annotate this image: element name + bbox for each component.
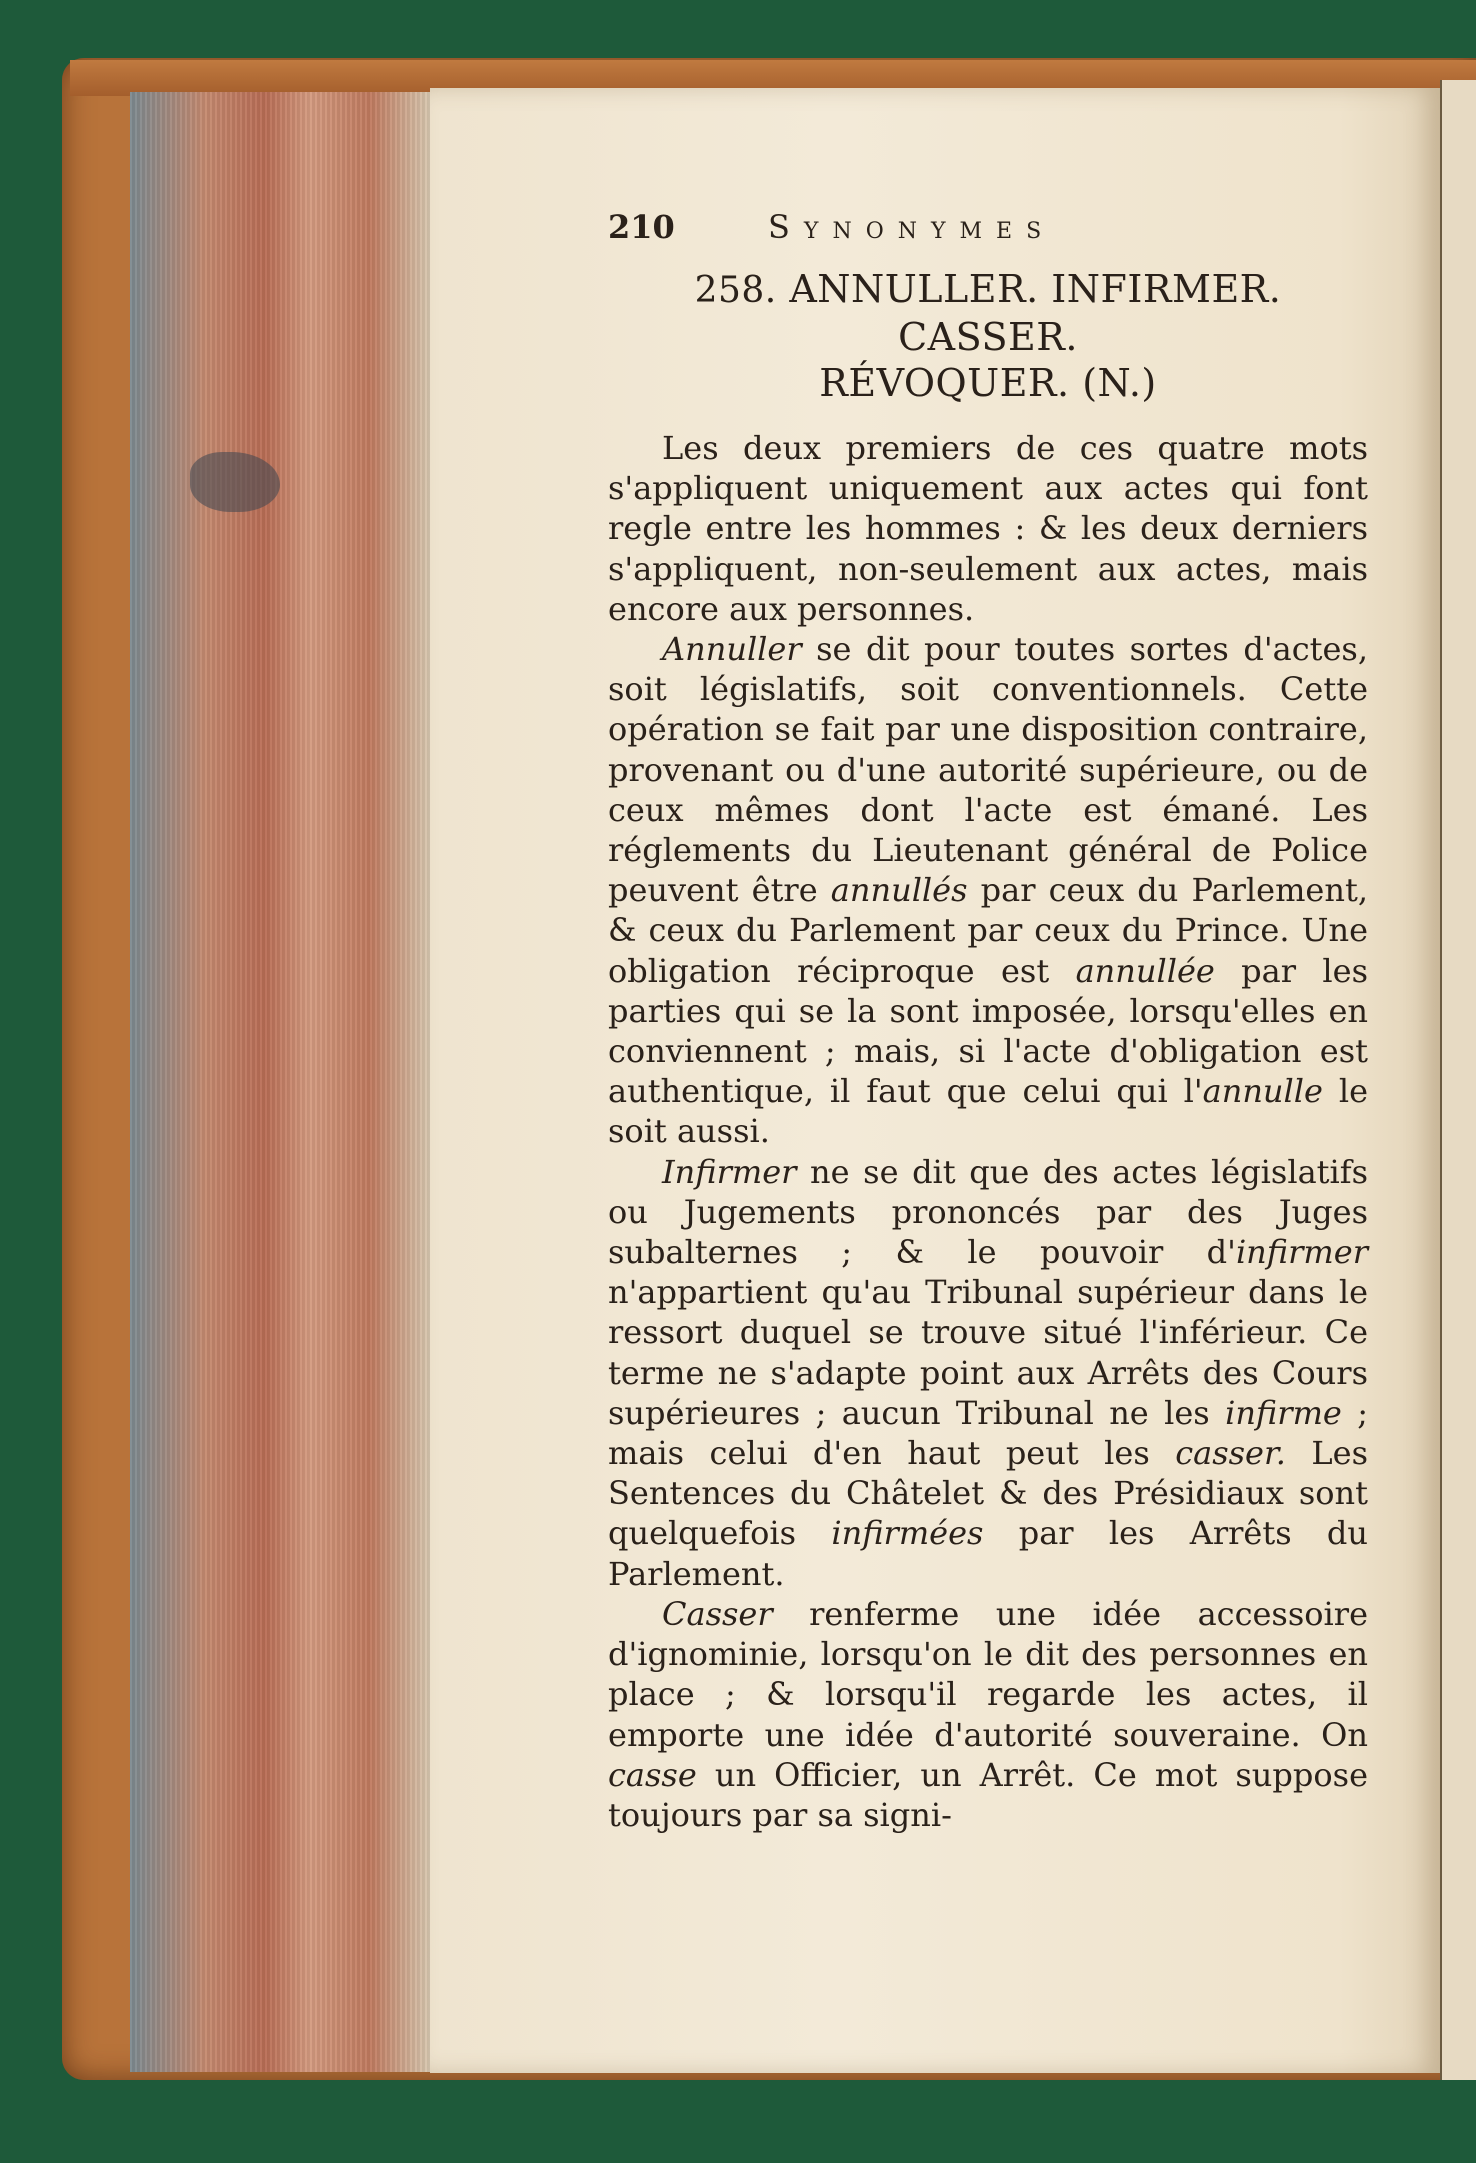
paragraph [608,1152,1368,1594]
entry-heading [608,266,1368,406]
page-number: 210 [608,208,675,246]
text-run: un Officier, un Arrêt. Ce mot suppose toujours par sa signi- [608,1755,1368,1834]
italic-term: casse [608,1755,697,1794]
text-run: par ceux du Parlement, & ceux du Parlement par ceux du Prince. Une obligation réciproque est [608,871,1369,990]
italic-term: infirmer [1235,1233,1368,1272]
running-title: Synonymes [768,208,1056,246]
italic-term: infirme [1225,1393,1342,1432]
italic-term: infirmées [831,1514,984,1553]
paragraph [608,428,1368,629]
text-run: le soit aussi. [608,1072,1369,1151]
facing-page-edge [1440,80,1476,2080]
italic-term: annullés [830,871,968,910]
italic-term: annulle [1202,1072,1323,1111]
text-run: ne se dit que des actes législatifs ou Jugements prononcés par des Juges subalternes ; & le pouvoir d' [608,1152,1368,1272]
entry-body [608,428,1368,1835]
paragraph [608,1594,1368,1835]
page-edges [130,92,430,2072]
text-run: se dit pour toutes sortes d'actes, soit législatifs, soit conventionnels. Cette opération se fait par une disposition contraire, provenant ou d'une autorité supérieure, ou de ceux mêmes dont l'acte est émané. Les réglements du Lieutenant général de Police peuvent être [608,630,1368,910]
entry-title-line-2: RÉVOQUER. (N.) [819,361,1157,405]
entry-number: 258. [694,270,777,311]
text-run: par les Arrêts du Parlement. [608,1514,1369,1593]
text-run: n'appartient qu'au Tribunal supérieur dans le ressort duquel se trouve situé l'inférieur. Ce terme ne s'adapte point aux Arrêts des Cours supérieures ; aucun Tribunal ne les [608,1273,1368,1432]
running-head [608,208,1368,260]
italic-term: Annuller [662,630,802,669]
paragraph [608,629,1368,1152]
entry-title-line-1: ANNULLER. INFIRMER. CASSER. [789,267,1282,359]
italic-term: Infirmer [662,1152,797,1191]
text-run: Les Sentences du Châtelet & des Présidiaux sont quelquefois [608,1434,1368,1553]
text-run: renferme une idée accessoire d'ignominie, lorsqu'on le dit des personnes en place ; & lorsqu'il regarde les actes, il emporte une idée d'autorité souveraine. On [608,1594,1368,1754]
text-run: par les parties qui se la sont imposée, lorsqu'elles en conviennent ; mais, si l'acte d'obligation est authentique, il faut que celui qui l' [608,951,1369,1111]
text-run: Les deux premiers de ces quatre mots s'appliquent uniquement aux actes qui font regle entre les hommes : & les deux derniers s'appliquent, non-seulement aux actes, mais encore aux personnes. [608,429,1368,628]
page-text [608,208,1368,1835]
edge-stain [190,452,280,512]
entry-heading-line-1 [608,266,1368,360]
text-run: ; mais celui d'en haut peut les [608,1393,1368,1473]
italic-term: casser. [1175,1434,1286,1473]
italic-term: Casser [662,1594,773,1633]
italic-term: annullée [1075,951,1215,990]
